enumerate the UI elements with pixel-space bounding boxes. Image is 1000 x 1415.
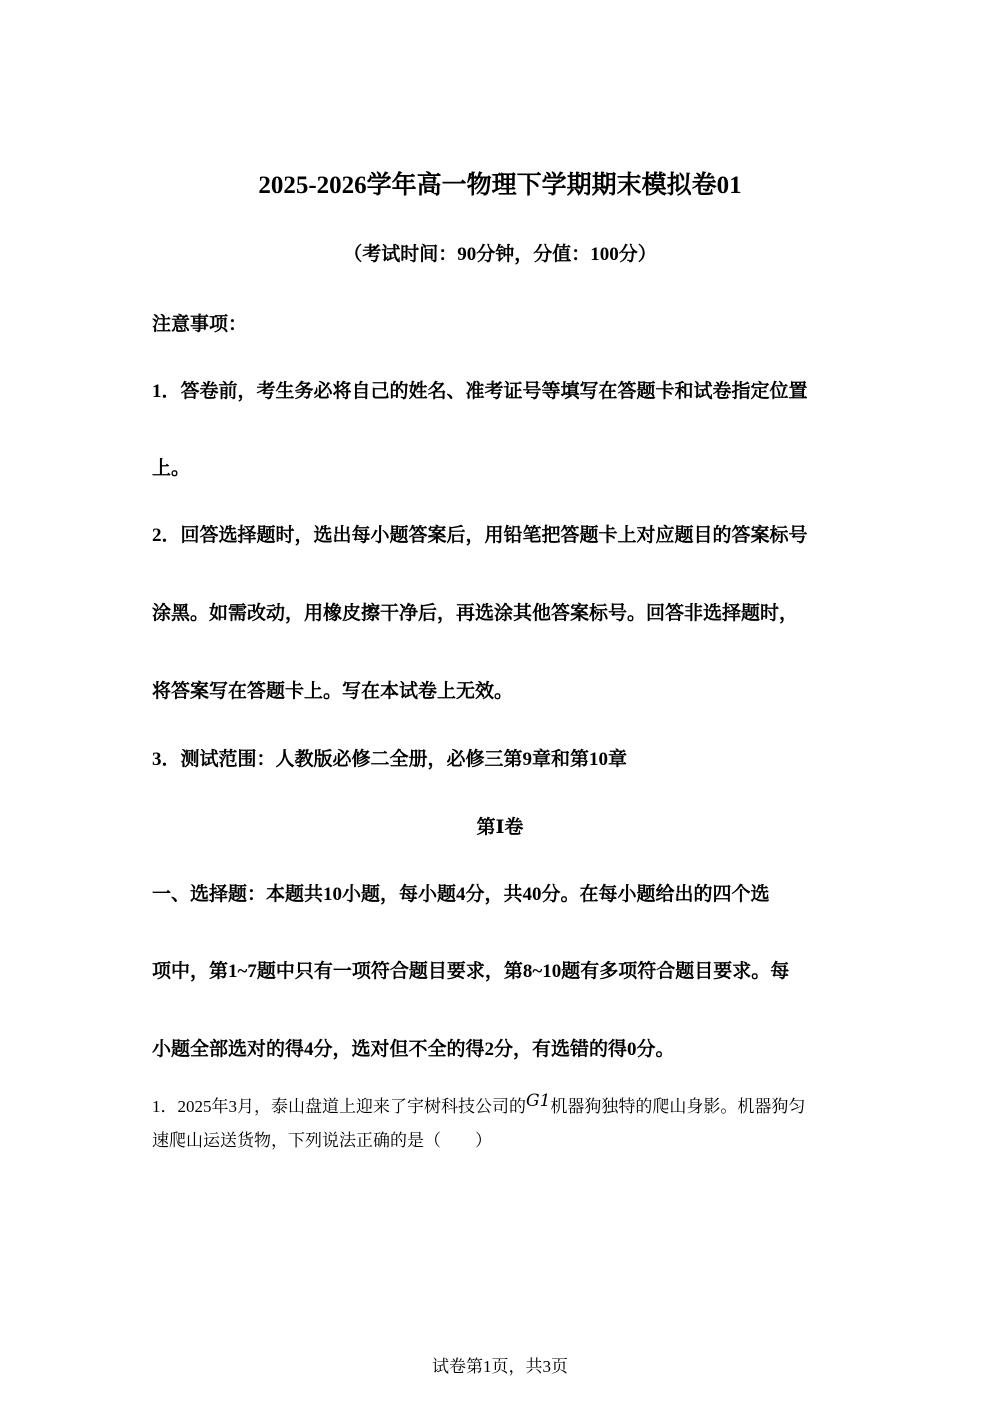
exam-duration-score: （考试时间：90分钟，分值：100分） <box>343 244 657 265</box>
note-item-1-line-1: 1．答卷前，考生务必将自己的姓名、准考证号等填写在答题卡和试卷指定位置 <box>152 381 808 402</box>
question-1-text-start: 1．2025年3月，泰山盘道上迎来了宇树科技公司的 <box>152 1097 526 1116</box>
note-item-3: 3．测试范围：人教版必修二全册，必修三第9章和第10章 <box>152 749 628 770</box>
page-footer: 试卷第1页，共3页 <box>432 1357 568 1376</box>
volume-label: 第Ⅰ卷 <box>476 817 524 838</box>
section-instruction-line-3: 小题全部选对的得4分，选对但不全的得2分，有选错的得0分。 <box>152 1039 675 1060</box>
note-item-1-line-2: 上。 <box>152 458 191 479</box>
question-1 <box>152 1090 852 1158</box>
note-item-2-line-2: 涂黑。如需改动，用橡皮擦干净后，再选涂其他答案标号。回答非选择题时， <box>152 603 799 624</box>
note-item-2-line-1: 2．回答选择题时，选出每小题答案后，用铅笔把答题卡上对应题目的答案标号 <box>152 525 808 546</box>
document-title: 2025-2026学年高一物理下学期期末模拟卷01 <box>258 172 742 199</box>
question-1-text-end: 机器狗独特的爬山身影。机器狗匀 <box>550 1097 806 1116</box>
math-symbol-g1: G1 <box>526 1091 551 1111</box>
note-item-2-line-3: 将答案写在答题卡上。写在本试卷上无效。 <box>152 681 514 702</box>
question-1-line-2: 速爬山运送货物，下列说法正确的是（ ） <box>152 1131 492 1150</box>
section-instruction-line-2: 项中，第1~7题中只有一项符合题目要求，第8~10题有多项符合题目要求。每 <box>152 961 790 982</box>
section-instruction-line-1: 一、选择题：本题共10小题，每小题4分，共40分。在每小题给出的四个选 <box>152 884 770 905</box>
question-1-line-1 <box>152 1090 852 1124</box>
notes-heading: 注意事项： <box>152 314 248 335</box>
